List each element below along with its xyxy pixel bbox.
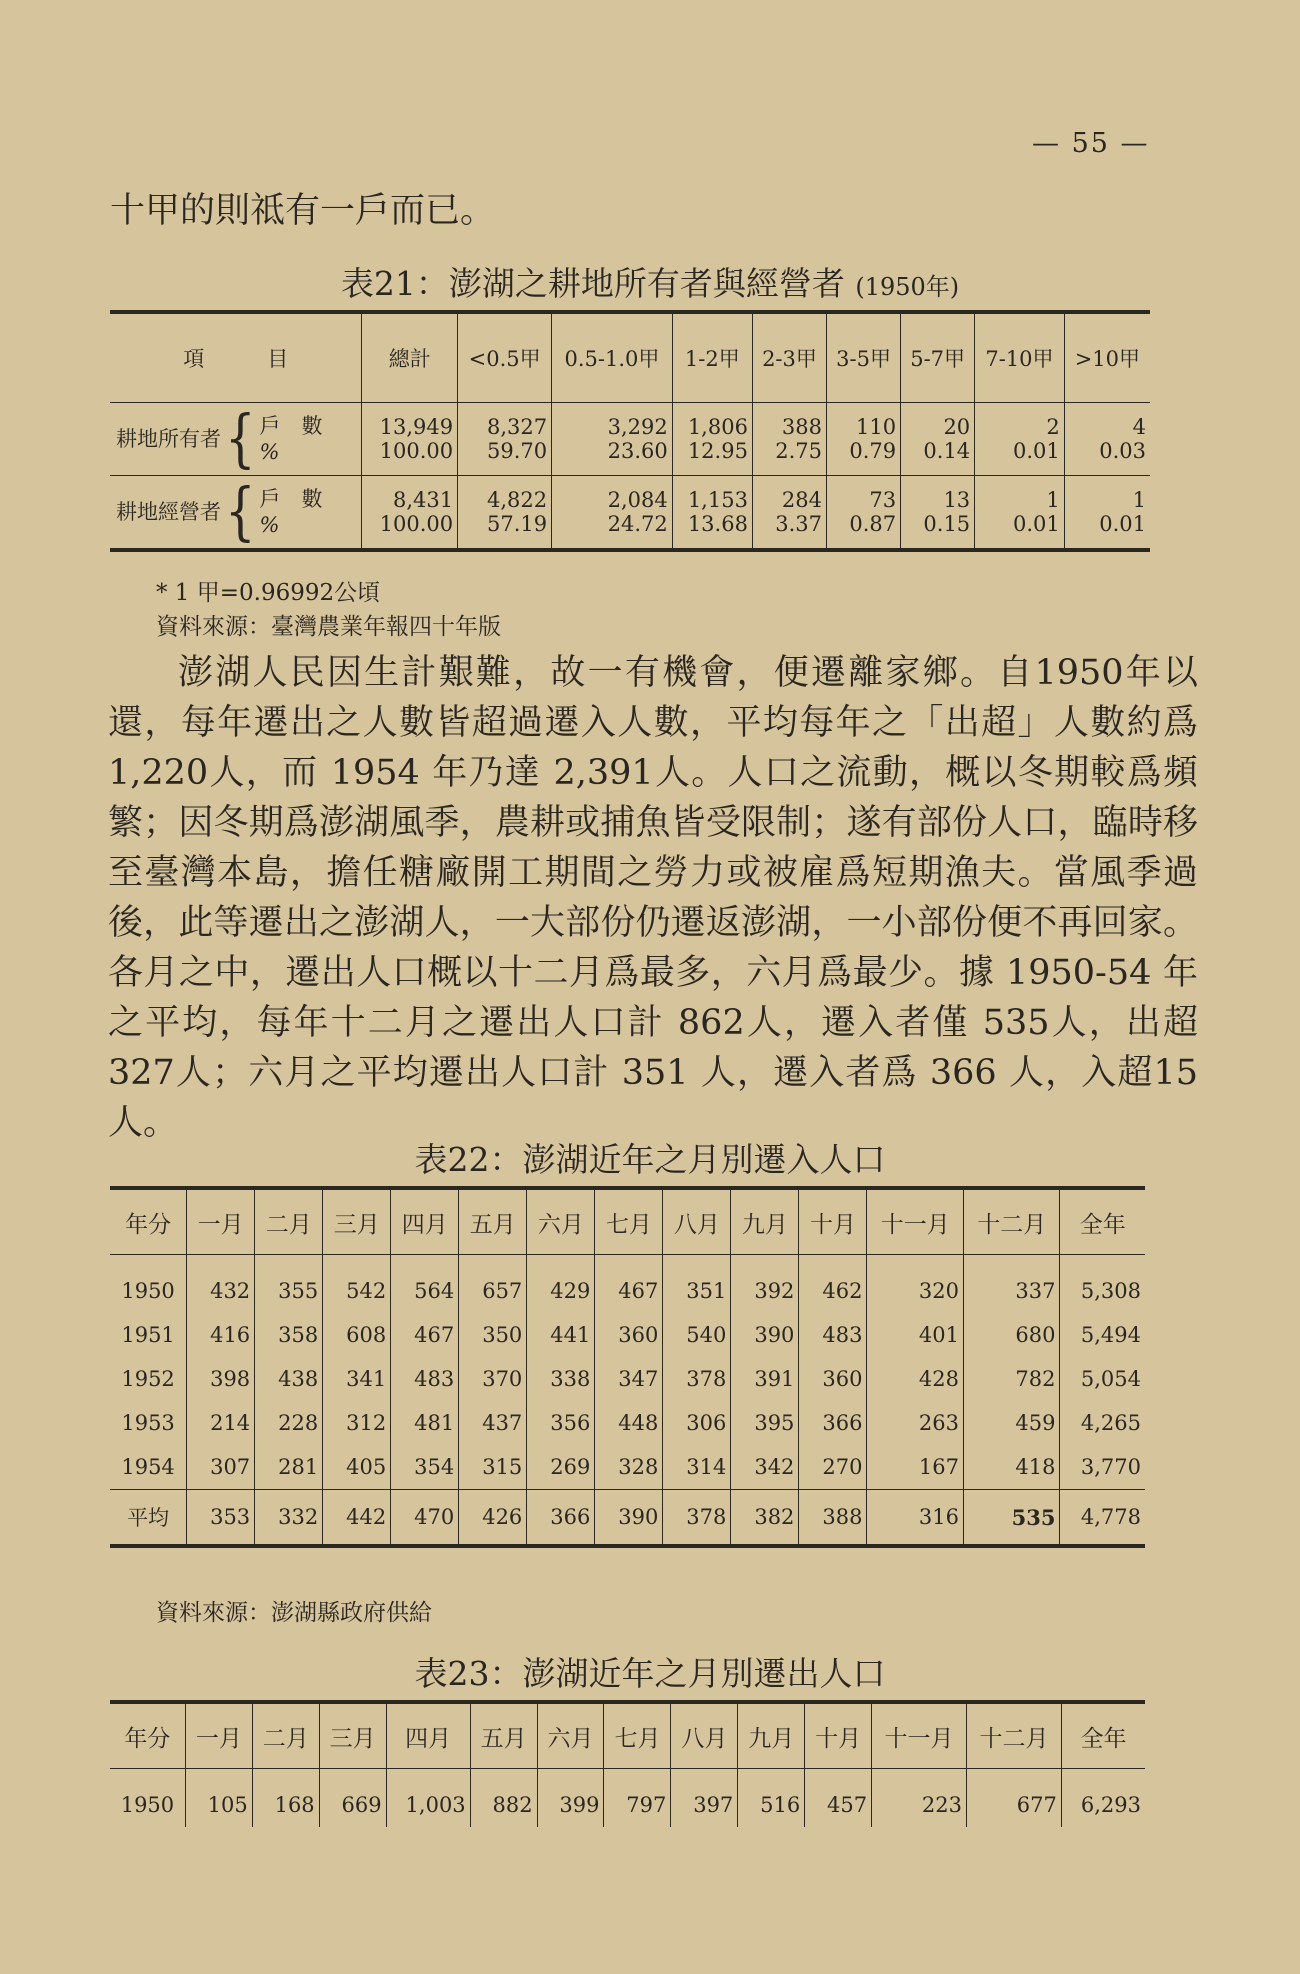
cell-count: 4 [1132,415,1146,439]
month-header-cell: 十月 [799,1188,867,1255]
cell-percent: 0.79 [849,439,897,463]
table22-body [110,1255,1145,1547]
table22-row [110,1445,1145,1490]
table21-header-cell: 5-7甲 [901,312,975,403]
table22-row [110,1357,1145,1401]
cell-percent: 12.95 [687,439,748,463]
table22-cell: 390 [731,1313,799,1357]
table22-cell: 315 [459,1445,527,1490]
row-sublabel-percent: % [259,513,280,537]
table21-header-cell: >10甲 [1064,312,1150,403]
month-header-cell: 全年 [1061,1702,1145,1769]
table22-cell: 314 [663,1445,731,1490]
table22-cell: 428 [867,1357,964,1401]
month-header-cell: 一月 [185,1702,252,1769]
table22-cell: 5,494 [1060,1313,1145,1357]
month-header-cell: 九月 [738,1702,805,1769]
table22-cell: 608 [323,1313,391,1357]
month-header-cell: 十二月 [963,1188,1060,1255]
table21 [110,310,1150,552]
month-header-cell: 五月 [470,1702,537,1769]
table22-average-cell: 378 [663,1490,731,1547]
month-header-cell: 五月 [459,1188,527,1255]
table21-row [110,403,1150,476]
table22-cell: 338 [527,1357,595,1401]
table22-average-cell: 442 [323,1490,391,1547]
table22-cell: 281 [255,1445,323,1490]
table21-cell [752,403,826,476]
table22-cell: 448 [595,1401,663,1445]
table22-cell: 3,770 [1060,1445,1145,1490]
table21-cell [552,403,673,476]
month-header-cell: 二月 [252,1702,319,1769]
table22-cell: 540 [663,1313,731,1357]
month-header-cell: 九月 [731,1188,799,1255]
cell-count: 8,327 [487,415,548,439]
cell-count: 1 [1046,488,1060,512]
cell-percent: 3.37 [775,512,823,536]
table22-header-row [110,1188,1145,1255]
table21-header-cell: 1-2甲 [672,312,752,403]
table21-row-label [110,476,362,551]
cell-percent: 0.14 [923,439,971,463]
table22-cell: 438 [255,1357,323,1401]
table22-cell: 360 [799,1357,867,1401]
cell-percent: 0.01 [1099,512,1146,536]
table22-cell: 459 [963,1401,1060,1445]
table21-row [110,476,1150,551]
table22-cell: 328 [595,1445,663,1490]
cell-count: 73 [869,488,897,512]
table22-cell: 356 [527,1401,595,1445]
table22-average-row [110,1490,1145,1547]
cell-percent: 24.72 [607,512,668,536]
month-header-cell: 十月 [805,1702,872,1769]
table21-header-cell: 項 目 [110,312,362,403]
table22-cell: 269 [527,1445,595,1490]
table22-cell: 395 [731,1401,799,1445]
cell-count: 13 [943,488,971,512]
table22-cell: 483 [799,1313,867,1357]
cell-count: 2,084 [607,488,668,512]
table22-average-cell: 332 [255,1490,323,1547]
table21-cell [362,476,458,551]
cell-count: 1,806 [687,415,748,439]
table21-cell [827,476,901,551]
table22-cell: 1952 [121,1367,175,1391]
table21-header-cell: 2-3甲 [752,312,826,403]
table22-cell: 405 [323,1445,391,1490]
table21-header-cell: <0.5甲 [458,312,552,403]
table22-average-cell: 353 [187,1490,255,1547]
table22-cell: 370 [459,1357,527,1401]
table23-cell: 457 [805,1769,872,1828]
table21-cell [901,403,975,476]
month-header-cell: 八月 [671,1702,738,1769]
month-header-cell: 六月 [527,1188,595,1255]
cell-count: 2 [1046,415,1060,439]
cell-percent: 59.70 [487,439,548,463]
cell-count: 1 [1132,488,1146,512]
month-header-cell: 年分 [110,1702,185,1769]
month-header-cell: 十一月 [872,1702,967,1769]
table21-header-cell: 3-5甲 [827,312,901,403]
table22-cell: 358 [255,1313,323,1357]
table22-cell: 1953 [121,1411,175,1435]
cell-percent: 0.01 [1012,439,1060,463]
table22-cell: 307 [187,1445,255,1490]
table22-cell: 263 [867,1401,964,1445]
table21-body [110,403,1150,551]
table21-cell [362,403,458,476]
table21-cell [827,403,901,476]
month-header-cell: 十二月 [967,1702,1062,1769]
table21-footnote: * 1 甲=0.96992公頃 [156,580,381,606]
month-header-cell: 年分 [110,1188,187,1255]
table22-cell: 350 [459,1313,527,1357]
paragraph-text: 澎湖人民因生計艱難，故一有機會，便遷離家鄉。自1950年以還，每年遷出之人數皆超過遷入人數，平均每年之「出超」人數約爲 1,220人，而 1954 年乃達 2,391人。人口之流動，概以冬期較爲頻繁；因冬期爲澎湖風季，農耕或捕魚皆受限制；遂有部份人口，臨時移至臺灣本島，擔任糖廠開工期間之勞力或被雇爲短期漁夫。當風季過後，此等遷出之澎湖人，一大部份仍遷返澎湖，一小部份便不再回家。各月之中，遷出人口概以十二月爲最多，六月爲最少。據 1950-54 年之平均，每年十二月之遷出人口計 862人，遷入者僅 535人，出超 327人；六月之平均遷出人口計 351 人，遷入者爲 366 人，入超15人。 [108,653,1198,1143]
cell-count: 13,949 [379,415,454,439]
table22-cell: 462 [799,1255,867,1314]
month-header-cell: 三月 [319,1702,386,1769]
table22-cell: 467 [391,1313,459,1357]
month-header-cell: 四月 [386,1702,470,1769]
table22-cell: 270 [799,1445,867,1490]
table21-header-cell: 0.5-1.0甲 [552,312,673,403]
table22-average-cell: 平均 [110,1490,187,1547]
table23-cell: 168 [252,1769,319,1828]
cell-count: 8,431 [393,488,454,512]
table22-cell: 467 [595,1255,663,1314]
table21-cell [672,403,752,476]
table21-row-label [110,403,362,476]
table23-cell: 223 [872,1769,967,1828]
table22-cell: 401 [867,1313,964,1357]
table22-cell: 351 [663,1255,731,1314]
table22-cell: 782 [963,1357,1060,1401]
table23-cell: 1,003 [386,1769,470,1828]
table23-cell: 669 [319,1769,386,1828]
month-header-cell: 七月 [595,1188,663,1255]
table21-cell [552,476,673,551]
cell-percent: 13.68 [687,512,748,536]
table21-cell [975,476,1065,551]
table21-cell [672,476,752,551]
row-sublabel-count: 戶 數 [259,487,323,511]
table22-cell: 360 [595,1313,663,1357]
table22-cell: 342 [731,1445,799,1490]
table23-cell: 399 [537,1769,604,1828]
table22-cell: 320 [867,1255,964,1314]
table22 [110,1186,1145,1548]
cell-count: 284 [781,488,823,512]
table21-cell [752,476,826,551]
table21-caption [0,258,1300,305]
table22-caption: 表22：澎湖近年之月別遷入人口 [414,1140,886,1179]
month-header-cell: 十一月 [867,1188,964,1255]
table22-cell: 483 [391,1357,459,1401]
cell-percent: 0.01 [1012,512,1060,536]
cell-count: 3,292 [607,415,668,439]
table22-cell: 398 [187,1357,255,1401]
table22-cell: 306 [663,1401,731,1445]
month-header-cell: 全年 [1060,1188,1145,1255]
body-paragraph [108,648,1198,1148]
opening-line: 十甲的則祗有一戶而已。 [110,191,496,231]
table22-average-cell: 470 [391,1490,459,1547]
table21-header-cell: 總計 [362,312,458,403]
table22-cell: 355 [255,1255,323,1314]
table23-cell: 516 [738,1769,805,1828]
row-sublabel-count: 戶 數 [259,414,323,438]
month-header-cell: 二月 [255,1188,323,1255]
table22-average-cell: 366 [527,1490,595,1547]
cell-count: 1,153 [687,488,748,512]
table22-cell: 1950 [121,1279,175,1303]
table22-cell: 5,308 [1060,1255,1145,1314]
cell-percent: 2.75 [775,439,823,463]
table21-source: 資料來源：臺灣農業年報四十年版 [156,614,501,640]
table22-cell: 5,054 [1060,1357,1145,1401]
table22-cell: 341 [323,1357,391,1401]
table22-cell: 429 [527,1255,595,1314]
table21-caption-year: (1950年) [855,273,960,301]
brace-icon: { [225,475,256,549]
cell-count: 110 [856,415,897,439]
row-label-text: 耕地所有者 [116,427,221,451]
cell-count: 20 [943,415,971,439]
table22-cell: 418 [963,1445,1060,1490]
cell-percent: 23.60 [607,439,668,463]
table22-row [110,1255,1145,1314]
table22-cell: 378 [663,1357,731,1401]
cell-count: 388 [781,415,823,439]
table23-caption: 表23：澎湖近年之月別遷出人口 [414,1654,886,1693]
table22-cell: 432 [187,1255,255,1314]
table22-cell: 4,265 [1060,1401,1145,1445]
table22-cell: 680 [963,1313,1060,1357]
table22-cell: 337 [963,1255,1060,1314]
table21-caption-text: 表21：澎湖之耕地所有者與經營者 [340,264,845,303]
table22-source: 資料來源：澎湖縣政府供給 [156,1600,432,1626]
table22-cell: 1954 [121,1455,175,1479]
table21-header-row [110,312,1150,403]
table22-cell: 228 [255,1401,323,1445]
table22-cell: 416 [187,1313,255,1357]
table23-cell: 6,293 [1061,1769,1145,1828]
cell-percent: 0.15 [923,512,971,536]
cell-percent: 0.87 [849,512,897,536]
table22-average-cell: 382 [731,1490,799,1547]
table22-cell: 1951 [121,1323,175,1347]
table22-row [110,1313,1145,1357]
table22-average-cell: 426 [459,1490,527,1547]
table23-header-row [110,1702,1145,1769]
cell-percent: 57.19 [487,512,548,536]
table22-average-cell: 388 [799,1490,867,1547]
table22-average-cell: 535 [963,1490,1060,1547]
month-header-cell: 七月 [604,1702,671,1769]
table22-cell: 437 [459,1401,527,1445]
month-header-cell: 四月 [391,1188,459,1255]
table21-cell [975,403,1065,476]
table22-cell: 481 [391,1401,459,1445]
month-header-cell: 六月 [537,1702,604,1769]
table23-cell: 882 [470,1769,537,1828]
row-sublabel-percent: % [259,440,280,464]
table22-cell: 354 [391,1445,459,1490]
table23-body [110,1769,1145,1828]
table22-cell: 392 [731,1255,799,1314]
table22-cell: 564 [391,1255,459,1314]
cell-percent: 100.00 [379,439,454,463]
month-header-cell: 一月 [187,1188,255,1255]
cell-percent: 0.03 [1099,439,1146,463]
table23-cell: 677 [967,1769,1062,1828]
table22-cell: 441 [527,1313,595,1357]
page-number: — 55 — [1032,128,1150,159]
brace-icon: { [225,402,256,476]
table21-cell [1064,476,1150,551]
table22-cell: 347 [595,1357,663,1401]
table22-cell: 167 [867,1445,964,1490]
table22-cell: 312 [323,1401,391,1445]
table23-cell: 397 [671,1769,738,1828]
table23 [110,1700,1145,1827]
table21-cell [458,403,552,476]
month-header-cell: 八月 [663,1188,731,1255]
table21-header-cell: 7-10甲 [975,312,1065,403]
row-label-text: 耕地經營者 [116,500,221,524]
table22-average-cell: 316 [867,1490,964,1547]
table21-cell [1064,403,1150,476]
table22-row [110,1401,1145,1445]
table22-cell: 657 [459,1255,527,1314]
table22-average-cell: 390 [595,1490,663,1547]
table22-cell: 542 [323,1255,391,1314]
table23-row [110,1769,1145,1828]
table22-cell: 366 [799,1401,867,1445]
table23-cell: 105 [185,1769,252,1828]
table22-cell: 391 [731,1357,799,1401]
table23-cell: 1950 [120,1793,175,1817]
month-header-cell: 三月 [323,1188,391,1255]
table22-cell: 214 [187,1401,255,1445]
cell-percent: 100.00 [379,512,454,536]
table21-cell [901,476,975,551]
table21-cell [458,476,552,551]
cell-count: 4,822 [487,488,548,512]
table22-average-cell: 4,778 [1060,1490,1145,1547]
table23-cell: 797 [604,1769,671,1828]
